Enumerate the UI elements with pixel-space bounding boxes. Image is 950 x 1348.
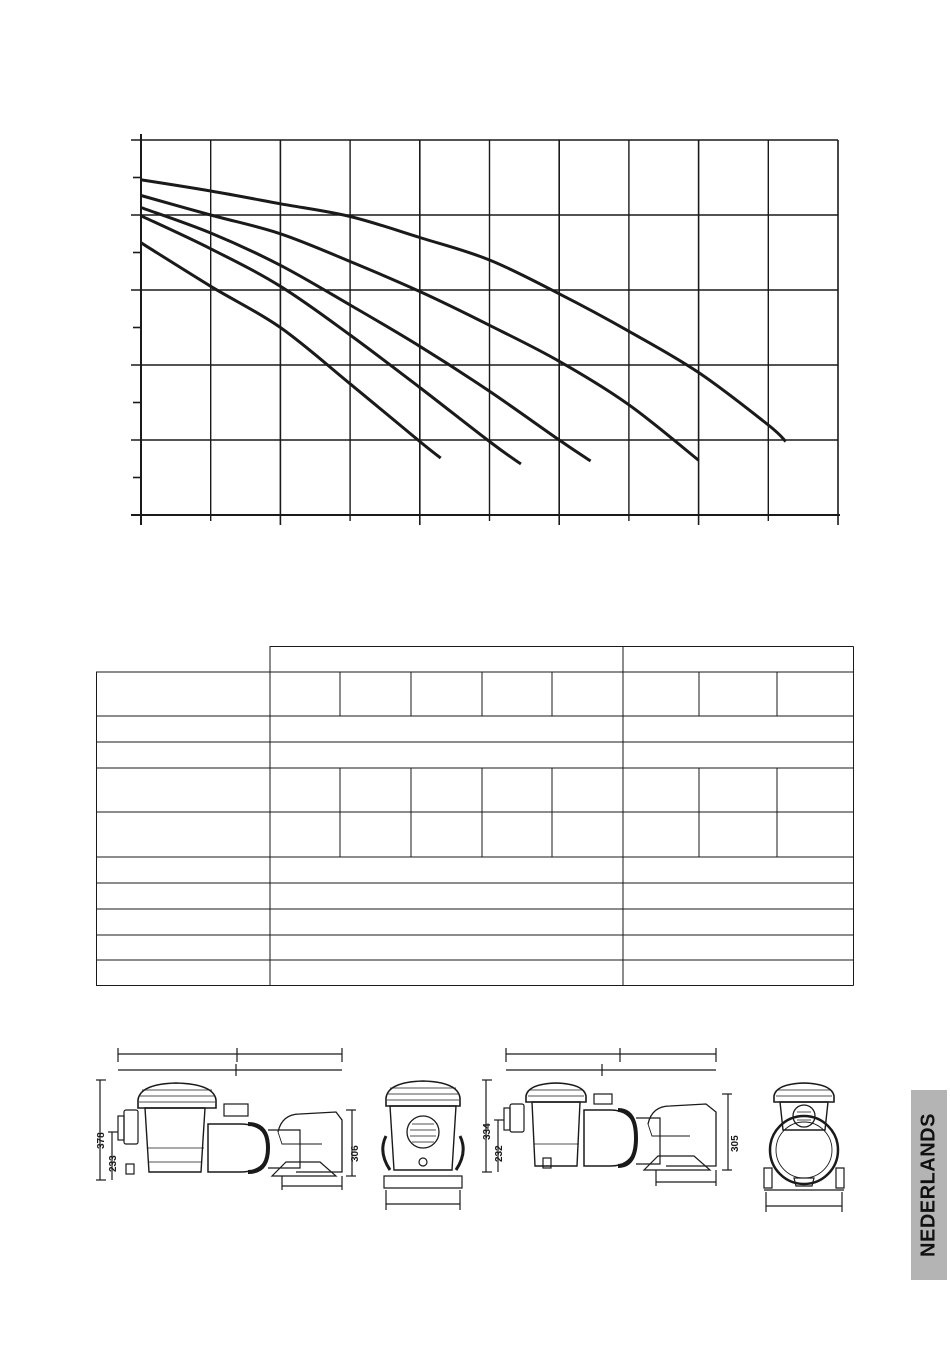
dimension-label: 232 xyxy=(494,1145,505,1162)
dimension-label: 306 xyxy=(350,1145,361,1162)
dimension-label: 233 xyxy=(108,1155,119,1172)
pump-curve xyxy=(141,243,441,458)
dimension-label: 378 xyxy=(96,1132,107,1149)
large-pump-front-view xyxy=(383,1081,463,1210)
small-pump-front-view xyxy=(764,1083,844,1212)
small-pump-side-dimensions xyxy=(482,1123,741,1162)
pump-performance-chart xyxy=(0,0,950,540)
chart-series xyxy=(141,180,786,464)
dimension-label: 305 xyxy=(730,1135,741,1152)
chart-ticks xyxy=(133,178,141,478)
model-subcolumn-rules xyxy=(340,672,777,857)
large-pump-side-dimensions xyxy=(96,1132,361,1172)
language-tab-label: NEDERLANDS xyxy=(917,1113,940,1257)
pump-curve xyxy=(141,208,591,462)
chart-grid xyxy=(131,134,840,525)
language-tab xyxy=(911,1090,947,1280)
pump-dimension-drawings xyxy=(0,1040,950,1280)
small-pump-side-view xyxy=(482,1048,732,1186)
specification-table xyxy=(96,646,854,986)
large-pump-side-view xyxy=(96,1048,356,1190)
dimension-label: 334 xyxy=(482,1123,493,1140)
